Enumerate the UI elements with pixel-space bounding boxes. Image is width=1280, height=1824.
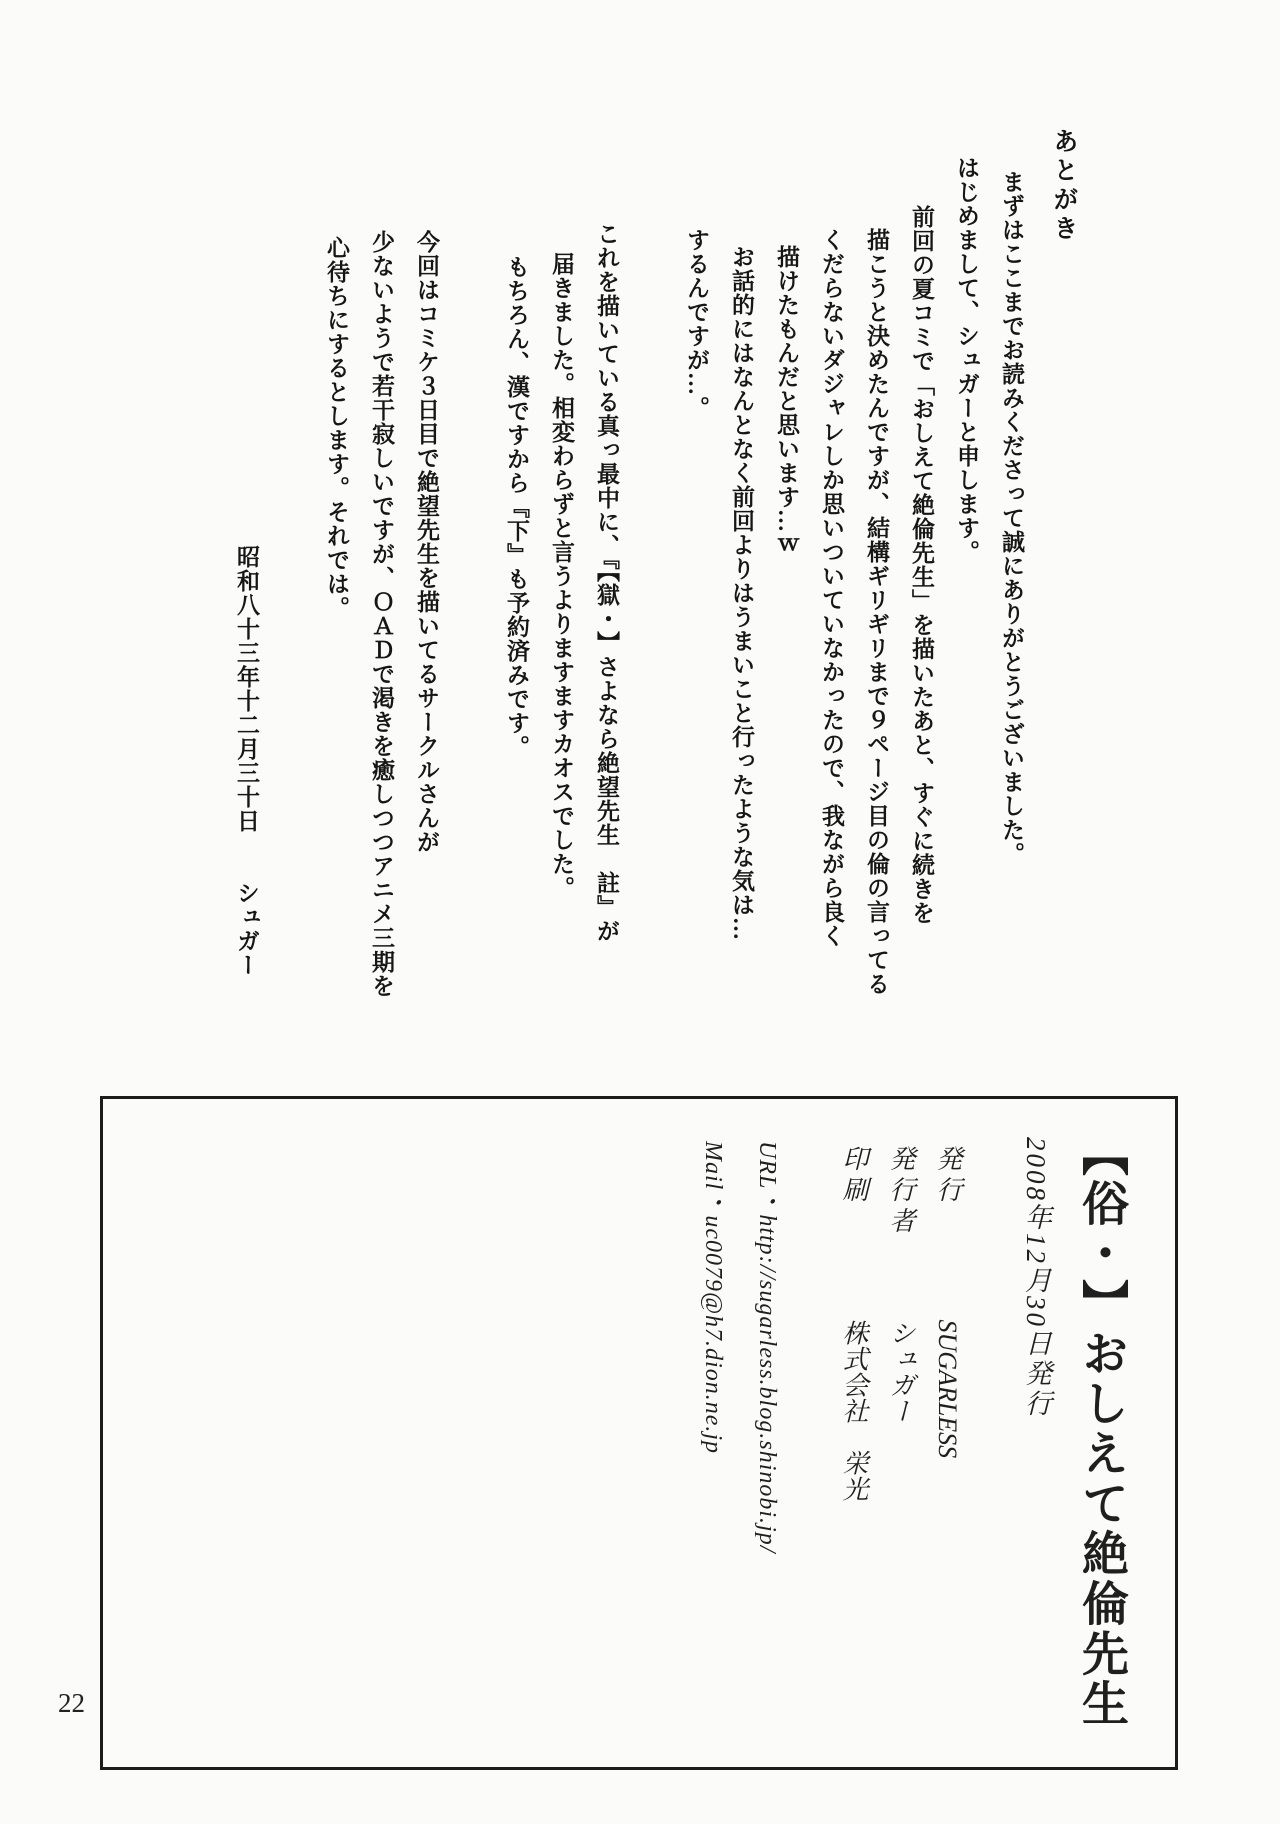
afterword-paragraph: 今回はコミケ３日目で絶望先生を描いてるサークルさんが — [414, 230, 439, 854]
publisher-value: SUGARLESS — [933, 1319, 962, 1459]
printer-label: 印刷 — [839, 1145, 868, 1207]
afterword-paragraph: 少ないようで若干寂しいですが、ＯＡＤで渇きを癒しつつアニメ三期を — [369, 230, 394, 998]
afterword-paragraph: 心待ちにするとします。それでは。 — [324, 236, 349, 620]
afterword-paragraph: くだらないダジャレしか思いついていなかったので、我ながら良く — [819, 228, 844, 948]
colophon-row-printer — [830, 1129, 877, 1737]
afterword-paragraph: するんですが…。 — [684, 228, 709, 420]
afterword-paragraph: 描こうと決めたんですが、結構ギリギリまで９ページ目の倫の言ってる — [864, 228, 889, 996]
afterword-heading: あとがき — [1050, 128, 1077, 244]
afterword-paragraph: はじめまして、シュガーと申します。 — [954, 156, 979, 564]
author-label: 発行者 — [886, 1145, 915, 1238]
colophon-row-publisher — [924, 1129, 971, 1737]
afterword-paragraph: もちろん、漢ですから『下』も予約済みです。 — [504, 255, 529, 759]
author-value: シュガー — [886, 1319, 915, 1424]
afterword-paragraph: これを描いている真っ最中に、『【獄・】さよなら絶望先生 註』が — [594, 222, 619, 943]
afterword-signature: 昭和八十三年十二月三十日 シュガー — [234, 545, 259, 977]
colophon-row-author — [877, 1129, 924, 1737]
page-number: 22 — [58, 1688, 85, 1718]
colophon-mail: Mail・uc0079@h7.dion.ne.jp — [700, 1141, 726, 1455]
colophon-date: 2008年12月30日発行 — [1021, 1137, 1051, 1419]
printer-value: 株式会社 栄光 — [839, 1319, 868, 1502]
afterword-paragraph: 描けたもんだと思います…ｗ — [774, 245, 799, 557]
afterword-paragraph: まずはここまでお読みくださって誠にありがとうございました。 — [999, 170, 1024, 866]
colophon-url: URL・http://sugarless.blog.shinobi.jp/ — [754, 1141, 780, 1554]
afterword-paragraph: お話的にはなんとなく前回よりはうまいこと行ったような気は… — [729, 245, 754, 941]
publisher-label: 発行 — [933, 1145, 962, 1207]
colophon-box — [100, 1096, 1178, 1770]
afterword-paragraph: 前回の夏コミで「おしえて絶倫先生」を描いたあと、すぐに続きを — [909, 205, 934, 925]
afterword-paragraph: 届きました。相変わらずと言うよりますますカオスでした。 — [549, 252, 574, 900]
colophon-title: 【俗・】おしえて絶倫先生 — [1076, 1129, 1129, 1729]
afterword-section — [224, 128, 1088, 1028]
